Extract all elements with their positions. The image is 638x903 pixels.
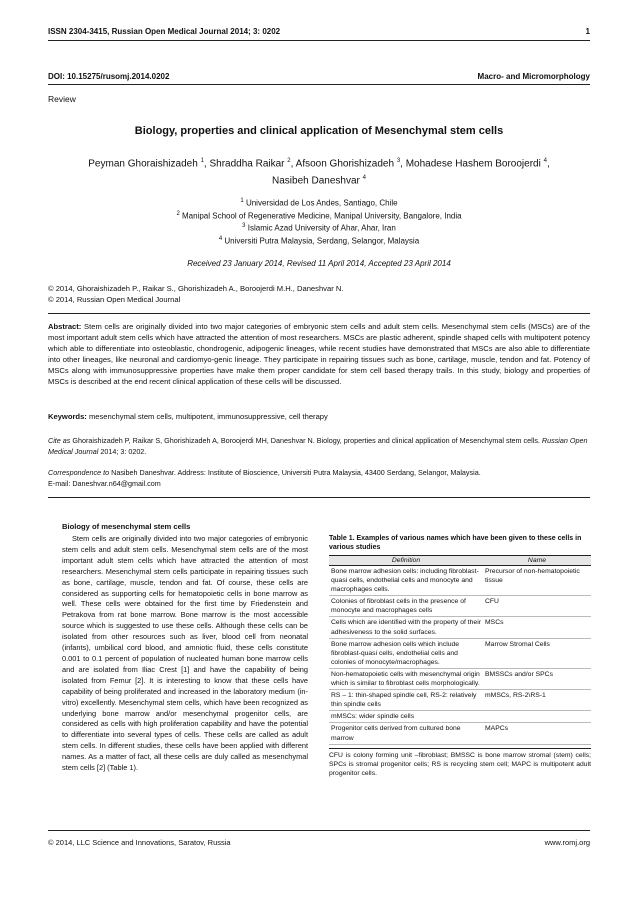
- article-type: Review: [48, 94, 76, 104]
- name-cell: MAPCs: [483, 723, 591, 744]
- name-cell: Precursor of non-hematopoietic tissue: [483, 566, 591, 596]
- cite-as-journal: Russian Open Medical Journal: [48, 436, 588, 456]
- abstract-rule-bottom: [48, 497, 590, 498]
- authors-line-1: Peyman Ghoraishizadeh $^1$, Shraddha Raikar $^2$, Afsoon Ghorishizadeh $^3$, Mohadese Hashem Boroojerdi $^4$,: [88, 158, 550, 170]
- affiliation-marker: 1: [200, 158, 204, 164]
- keywords: [48, 412, 590, 421]
- affiliation-1: $^1$ Universidad de Los Andes, Santiago, Chile: [240, 198, 398, 208]
- author-list: [60, 154, 578, 189]
- abstract-rule-top: [48, 313, 590, 314]
- table-footnote: CFU is colony forming unit –fibroblast; BMSSC is bone marrow stromal (stem) cells; SPCs is stromal progenitor cells; RS is recycling stem cell; MAPC is multipotent adult progenitor cells.: [329, 748, 591, 779]
- name-cell: BMSSCs and/or SPCs: [483, 668, 591, 689]
- journal-header-line1: [48, 27, 590, 36]
- names-table: [329, 555, 591, 745]
- affiliation-3: $^3$ Islamic Azad University of Ahar, Ahar, Iran: [242, 223, 396, 233]
- affiliation-marker: 1: [240, 198, 244, 204]
- cite-as-text: Ghoraishizadeh P, Raikar S, Ghorishizadeh A, Boroojerdi MH, Daneshvar N. Biology, properties and clinical application of Mesenchymal stem cells.: [72, 436, 540, 445]
- name-cell: mMSCs, RS-2\RS-1: [483, 690, 591, 711]
- body-paragraph: Stem cells are originally divided into two major categories of embryonic stem cells and adult stem cells. Mesenchymal stem cells are of the most important adult stem cells which have attracted the attention of most researchers. Mesenchymal stem cells participate in repairing tissues such as bone, cartilage, muscle, tendon and fat. Of course, these cells are considered as supporting cells for hematopoietic cells in bone marrow as well. These cells were obtained for the first time by Friedenstein and Petrakova from rat bone marrow. Bone marrow is the most accessible source which is suggested to use these cells. Although these cells can be isolated from other resources such as liver, blood cell from neonatal (infants), umbilical cord blood, and amniotic fluid, these cells constitute 0.001 to 0.1 percent of population of nucleated human bone marrow cells and are isolated from Iliac Crest [1] and have the capability of being isolated from Femur [2]. It is interesting to know that these cells have capability of being proliferated and increased in the laboratory medium (in-vitro) excellently. Mesenchymal stem cells, which have been recognized as underlying bone marrow and/or mesenchymal progenitor cells, are considered as cells with high proliferation capability and have the potential to differentiate into several types of cells. These cells are called as adult stem cells. In different studies, these cells have been applied with different names. As a matter of fact, all these cells are duly called as mesenchymal stem cells [2] (Table 1).: [62, 534, 308, 773]
- table-header-definition: Definition: [329, 556, 483, 566]
- abstract-text: Stem cells are originally divided into two major categories of embryonic stem cells and adult stem cells. Mesenchymal stem cells (MSCs) are of the most important adult stem cells which have attracted the attention of most researchers. MSCs are plastic adherent, spindle shaped cells with multipotent potency which able to differentiate into osteoblastic, chondrogenic, adipogenic lineages, while recent studies have demonstrated that MSCs are also able to differentiate into other lineages, like neuronal and cardiomyo-genic lineage. They participate in repairing tissues such as bone, cartilage, muscle, tendon and fat. Potency of MSCs along with immunosuppressive properties have make them proper candidate for stem cell based therapy trails. In this study, biology and properties of MSCs is described at the end recent clinical application of these cells will be discussed.: [48, 322, 590, 387]
- header-rule-1: [48, 40, 590, 41]
- table-row: [329, 617, 591, 638]
- affiliation-marker: 3: [242, 223, 246, 230]
- table-row: [329, 723, 591, 744]
- name-cell: Marrow Stromal Cells: [483, 638, 591, 668]
- affiliation-marker: 4: [218, 235, 223, 242]
- abstract: [48, 321, 590, 388]
- table-caption: Table 1. Examples of various names which have been given to these cells in various studies: [329, 535, 582, 551]
- table-row: [329, 668, 591, 689]
- journal-header-line2: [48, 72, 590, 81]
- definition-cell: mMSCs: wider spindle cells: [329, 711, 483, 723]
- keywords-text: mesenchymal stem cells, multipotent, immunosuppressive, cell therapy: [88, 412, 328, 421]
- section-heading: Biology of mesenchymal stem cells: [62, 522, 191, 531]
- correspondence-text: Nasibeh Daneshvar. Address: Institute of Bioscience, Universiti Putra Malaysia, 43400 Serdang, Selangor, Malaysia.: [111, 468, 481, 477]
- name-cell: [483, 711, 591, 723]
- affiliation-marker: 3: [396, 158, 401, 164]
- correspondence-email[interactable]: E-mail: Daneshvar.n64@gmail.com: [48, 479, 161, 488]
- footer-rule: [48, 830, 590, 831]
- name-cell: MSCs: [483, 617, 591, 638]
- affiliation-4: $^4$ Universiti Putra Malaysia, Serdang, Selangor, Malaysia: [218, 235, 420, 246]
- definition-cell: Bone marrow adhesion cells which include fibroblast-quasi cells, endothelial cells and colonies of monocyte/macrophages.: [329, 638, 483, 668]
- doi-text: DOI: 10.15275/rusomj.2014.0202: [48, 72, 170, 81]
- copyright-journal: © 2014, Russian Open Medical Journal: [48, 295, 181, 304]
- cite-as-label: Cite as: [48, 436, 71, 445]
- affiliation-marker: 4: [543, 158, 547, 164]
- header-rule-2: [48, 84, 590, 85]
- definition-cell: Progenitor cells derived from cultured bone marrow: [329, 723, 483, 744]
- definition-cell: Bone marrow adhesion cells: including fibroblast-quasi cells, endothelial cells and monocyte and macrophages cells.: [329, 566, 483, 596]
- affiliation-marker: 2: [176, 210, 180, 217]
- footer-copyright: © 2014, LLC Science and Innovations, Saratov, Russia: [48, 838, 231, 847]
- table-row: [329, 638, 591, 668]
- table-row: [329, 596, 591, 617]
- keywords-label: Keywords:: [48, 412, 87, 421]
- name-cell: CFU: [483, 596, 591, 617]
- correspondence: [48, 467, 590, 489]
- affiliation-marker: 2: [287, 158, 291, 164]
- table-header-name: Name: [483, 556, 591, 566]
- copyright-block: [48, 283, 343, 305]
- page-number: 1: [585, 27, 590, 36]
- article-title: Biology, properties and clinical application of Mesenchymal stem cells: [134, 125, 504, 137]
- definition-cell: Cells which are identified with the property of their adhesiveness to the solid surfaces.: [329, 617, 483, 638]
- section-name: Macro- and Micromorphology: [477, 72, 590, 81]
- table-row: [329, 711, 591, 723]
- footer-url[interactable]: www.romj.org: [544, 838, 590, 847]
- page-footer: [48, 838, 590, 847]
- definition-cell: Colonies of fibroblast cells in the presence of monocyte and macrophages cells: [329, 596, 483, 617]
- affiliations: [48, 196, 590, 247]
- cite-as-tail: 2014; 3: 0202.: [100, 447, 147, 456]
- definition-cell: RS – 1: thin-shaped spindle cell, RS-2: relatively thin spindle cells: [329, 690, 483, 711]
- definition-cell: Non-hematopoietic cells with mesenchymal origin which is similar to fibroblast cells morphologically.: [329, 668, 483, 689]
- copyright-authors: © 2014, Ghoraishizadeh P., Raikar S., Ghorishizadeh A., Boroojerdi M.H., Daneshvar N.: [48, 284, 344, 293]
- body-column-left: [62, 522, 308, 774]
- cite-as: [48, 435, 590, 457]
- authors-line-2: Nasibeh Daneshvar $^4$: [272, 175, 366, 187]
- table-row: [329, 690, 591, 711]
- table-1: [329, 534, 591, 778]
- abstract-label: Abstract:: [48, 322, 82, 331]
- issn-text: ISSN 2304-3415, Russian Open Medical Journal 2014; 3: 0202: [48, 27, 281, 36]
- affiliation-2: $^2$ Manipal School of Regenerative Medicine, Manipal University, Bangalore, India: [176, 210, 462, 221]
- table-row: [329, 566, 591, 596]
- correspondence-label: Correspondence to: [48, 468, 110, 477]
- affiliation-marker: 4: [362, 175, 366, 182]
- article-dates: Received 23 January 2014, Revised 11 April 2014, Accepted 23 April 2014: [187, 259, 451, 268]
